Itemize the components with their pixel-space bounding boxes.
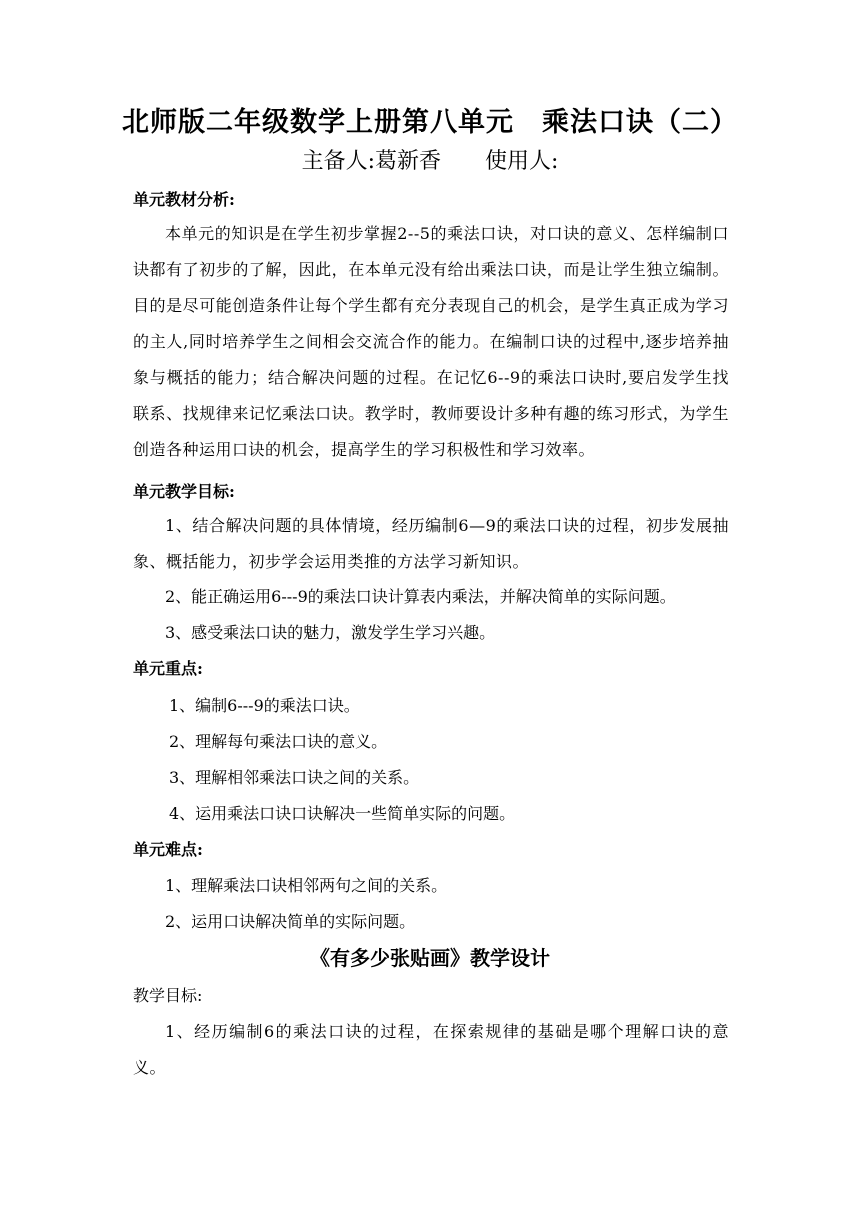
key-point-2: 2、理解每句乘法口诀的意义。: [169, 732, 388, 751]
objective-item-1: 1、经历编制6的乘法口诀的过程，在探索规律的基础是哪个理解口诀的意义。: [133, 1022, 729, 1077]
key-point-4: 4、运用乘法口诀口诀解决一些简单实际的问题。: [169, 804, 516, 823]
goal-item-2: 2、能正确运用6---9的乘法口诀计算表内乘法，并解决简单的实际问题。: [165, 587, 676, 606]
analysis-paragraph: 本单元的知识是在学生初步掌握2--5的乘法口诀，对口诀的意义、怎样编制口诀都有了初步的了解，因此，在本单元没有给出乘法口诀，而是让学生独立编制。目的是尽可能创造条件让每个学生都有充分表现自己的机会，是学生真正成为学习的主人,同时培养学生之间相会交流合作的能力。在编制口诀的过程中,逐步培养抽象与概括的能力；结合解决问题的过程。在记忆6--9的乘法口诀时,要启发学生找联系、找规律来记忆乘法口诀。教学时，教师要设计多种有趣的练习形式，为学生创造各种运用口诀的机会，提高学生的学习积极性和学习效率。: [133, 224, 729, 459]
analysis-heading: 单元教材分析:: [133, 190, 235, 209]
key-points-heading: 单元重点:: [133, 659, 203, 678]
difficulties-heading: 单元难点:: [133, 840, 203, 859]
goal-item-1: 1、结合解决问题的具体情境，经历编制6—9的乘法口诀的过程，初步发展抽象、概括能力，初步学会运用类推的方法学习新知识。: [133, 516, 729, 571]
key-point-3: 3、理解相邻乘法口诀之间的关系。: [169, 768, 420, 787]
objective-label: 教学目标:: [133, 986, 203, 1005]
key-point-1: 1、编制6---9的乘法口诀。: [169, 696, 360, 715]
lesson-title: 《有多少张贴画》教学设计: [310, 946, 550, 970]
goal-item-3: 3、感受乘法口诀的魅力，激发学生学习兴趣。: [165, 623, 496, 642]
document-title: 北师版二年级数学上册第八单元 乘法口诀（二）: [122, 107, 738, 138]
difficulty-2: 2、运用口诀解决简单的实际问题。: [165, 912, 416, 931]
author-line: 主备人:葛新香 使用人:: [301, 149, 559, 174]
goals-heading: 单元教学目标:: [133, 482, 235, 501]
difficulty-1: 1、理解乘法口诀相邻两句之间的关系。: [165, 876, 448, 895]
